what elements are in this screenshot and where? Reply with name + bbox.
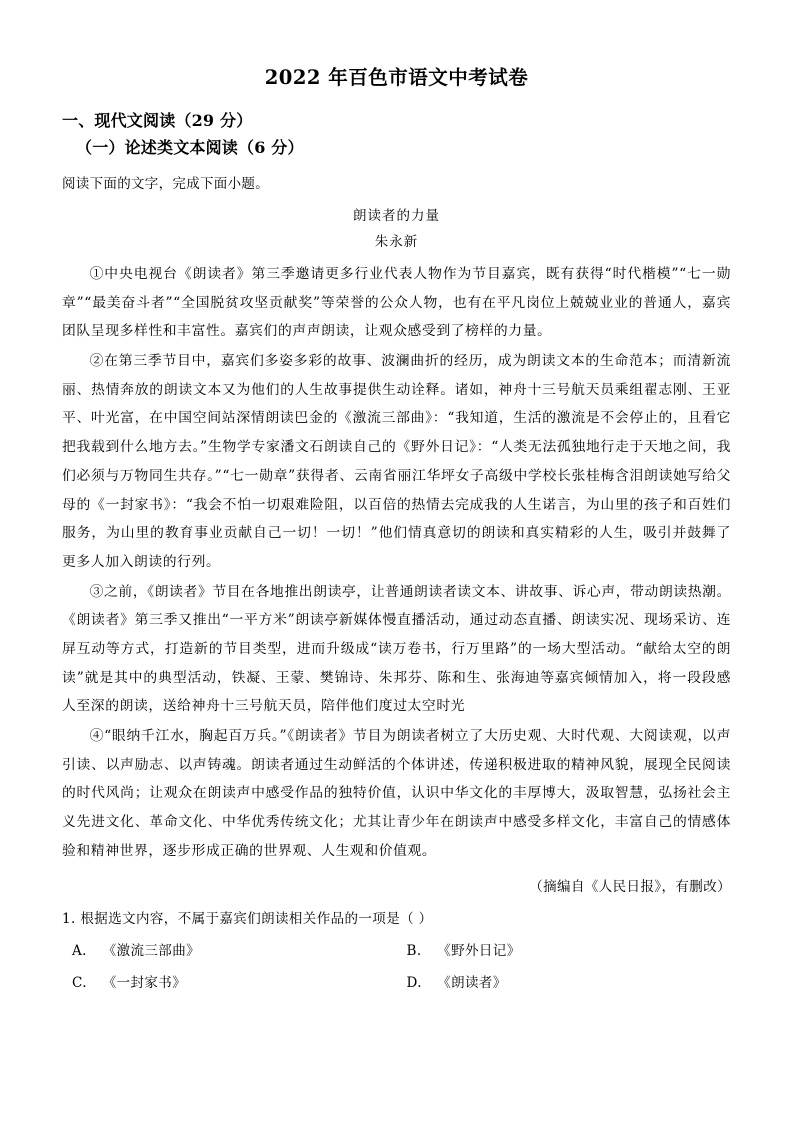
passage-title: 朗读者的力量 (353, 208, 440, 224)
option-row (62, 971, 731, 991)
question-number: 1. (62, 911, 76, 928)
option-b[interactable] (397, 939, 732, 959)
option-c-label: C. (72, 975, 87, 992)
option-a-text: 《激流三部曲》 (102, 943, 201, 960)
option-c-text: 《一封家书》 (102, 975, 187, 992)
option-a[interactable] (62, 939, 397, 959)
passage-paragraph-4: ④“眼纳千江水，胸起百万兵。”《朗读者》节目为朗读者树立了大历史观、大时代观、大阅读观，以声引读、以声励志、以声铸魂。朗读者通过生动鲜活的个体讲述，传递积极进取的精神风貌，展现全民阅读的时代风尚；让观众在朗读声中感受作品的独特价值，认识中华文化的丰厚博大，汲取智慧，弘扬社会主义先进文化、革命文化、中华优秀传统文化；尤其让青少年在朗读声中感受多样文化，丰富自己的情感体验和精神世界，逐步形成正确的世界观、人生观和价值观。 (62, 728, 731, 859)
passage-source: （摘编自《人民日报》，有删改） (529, 879, 731, 896)
question-1 (62, 907, 731, 927)
option-c[interactable] (62, 971, 397, 991)
option-b-text: 《野外日记》 (437, 943, 521, 960)
option-a-label: A. (72, 943, 87, 960)
question-text: 根据选文内容，不属于嘉宾们朗读相关作品的一项是（ ） (80, 911, 433, 928)
passage-paragraph-2: ②在第三季节目中，嘉宾们多姿多彩的故事、波澜曲折的经历，成为朗读文本的生命范本；而清新流丽、热情奔放的朗读文本又为他们的人生故事提供生动诠释。诸如，神舟十三号航天员乘组翟志刚、王亚平、叶光富，在中国空间站深情朗读巴金的《激流三部曲》：“我知道，生活的激流是不会停止的，且看它把我载到什么地方去。”生物学专家潘文石朗读自己的《野外日记》：“人类无法孤独地行走于天地之间，我们必须与万物同生共存。”“七一勋章”获得者、云南省丽江华坪女子高级中学校长张桂梅含泪朗读她写给父母的《一封家书》：“我会不怕一切艰难险阻，以百倍的热情去完成我的人生诺言，为山里的孩子和百姓们服务，为山里的教育事业贡献自己一切！一切！”他们情真意切的朗读和真实精彩的人生，吸引并鼓舞了更多人加入朗读的行列。 (62, 353, 731, 570)
section-heading: 一、现代文阅读（29 分） (62, 111, 253, 130)
passage-author: 朱永新 (374, 234, 419, 250)
option-row (62, 939, 731, 959)
passage-paragraph-3: ③之前，《朗读者》节目在各地推出朗读亭，让普通朗读者读文本、讲故事、诉心声，带动朗读热潮。《朗读者》第三季又推出“一平方米”朗读亭新媒体慢直播活动，通过动态直播、朗读实况、现场采访、连屏互动等方式，打造新的节目类型，进而升级成“读万卷书，行万里路”的一场大型活动。“献给太空的朗读”就是其中的典型活动，铁凝、王蒙、樊锦诗、朱邦芬、陈和生、张海迪等嘉宾倾情加入，将一段段感人至深的朗读，送给神舟十三号航天员，陪伴他们度过太空时光 (62, 583, 731, 715)
option-b-label: B. (406, 943, 422, 960)
option-d[interactable] (397, 971, 732, 991)
question-1-options (62, 939, 731, 991)
passage-paragraph-1: ①中央电视台《朗读者》第三季邀请更多行业代表人物作为节目嘉宾，既有获得“时代楷模”“七一勋章”“最美奋斗者”“全国脱贫攻坚贡献奖”等荣誉的公众人物，也有在平凡岗位上兢兢业业的普通人，嘉宾团队呈现多样性和丰富性。嘉宾们的声声朗读，让观众感受到了榜样的力量。 (62, 266, 731, 340)
instruction-text: 阅读下面的文字，完成下面小题。 (62, 176, 269, 192)
page-title: 2022 年百色市语文中考试卷 (264, 66, 529, 89)
option-d-text: 《朗读者》 (437, 975, 507, 992)
option-d-label: D. (406, 975, 422, 992)
sub-section-heading: （一）论述类文本阅读（6 分） (76, 138, 304, 157)
